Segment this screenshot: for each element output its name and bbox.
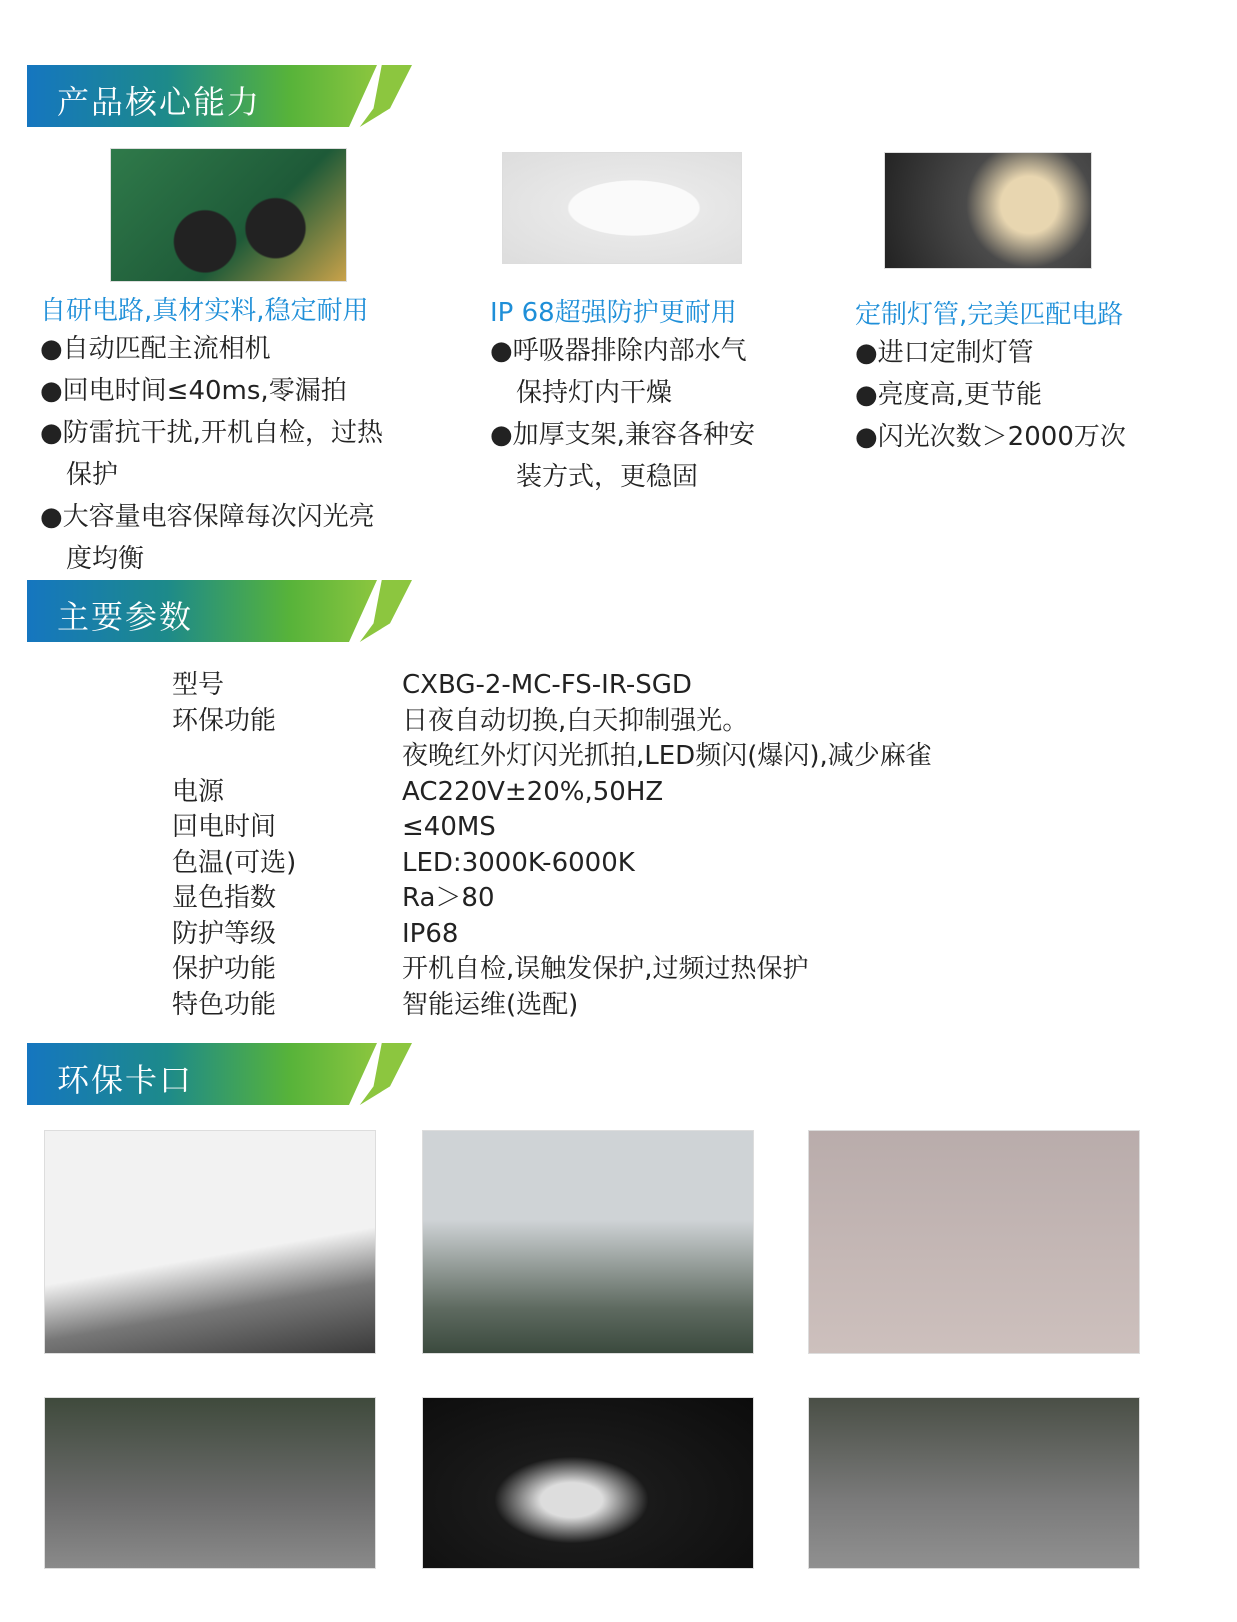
spec-row (172, 917, 932, 953)
checkpoint-photo-pole (808, 1130, 1140, 1354)
spec-row (172, 704, 932, 740)
checkpoint-photo-day (44, 1130, 376, 1354)
night-capture-photo (422, 1397, 754, 1569)
text: 度均衡 (40, 544, 145, 574)
feature-title: 定制灯管,完美匹配电路 (855, 300, 1124, 330)
section-title: 环保卡口 (57, 1061, 194, 1099)
spec-row (172, 775, 932, 811)
text: Ra＞80 (402, 883, 495, 913)
text: ●回电时间≤40ms,零漏拍 (40, 376, 347, 406)
spec-row (172, 810, 932, 846)
text: 色温(可选) (172, 847, 297, 878)
section-banner-cases (27, 1043, 412, 1105)
section-title: 产品核心能力 (57, 83, 262, 121)
spec-row (172, 881, 932, 917)
feature-title: 自研电路,真材实料,稳定耐用 (40, 296, 369, 326)
night-capture-photo (808, 1397, 1140, 1569)
text: 夜晚红外灯闪光抓拍,LED频闪(爆闪),减少麻雀 (402, 741, 932, 771)
text: 保护 (40, 460, 119, 490)
section-title: 主要参数 (57, 598, 194, 636)
feature-title: IP 68超强防护更耐用 (490, 298, 737, 328)
text: 日夜自动切换,白天抑制强光。 (402, 705, 749, 736)
checkpoint-photo-install (422, 1130, 754, 1354)
spec-row (172, 952, 932, 988)
spec-row (172, 739, 932, 775)
feature-list (490, 330, 755, 498)
text: ●自动匹配主流相机 (40, 334, 271, 364)
spec-row (172, 668, 932, 704)
section-banner-core (27, 65, 412, 127)
text: IP68 (402, 918, 459, 949)
text: CXBG-2-MC-FS-IR-SGD (402, 670, 692, 700)
text: 装方式，更稳固 (490, 462, 699, 492)
text: ●进口定制灯管 (855, 338, 1034, 368)
text: AC220V±20%,50HZ (402, 776, 664, 807)
text: 环保功能 (172, 705, 277, 736)
text: ≤40MS (402, 812, 496, 842)
text: ●加厚支架,兼容各种安 (490, 420, 755, 450)
text: ●闪光次数＞2000万次 (855, 422, 1126, 452)
text: 特色功能 (172, 989, 277, 1020)
text: ●亮度高,更节能 (855, 380, 1042, 410)
text: ●大容量电容保障每次闪光亮 (40, 502, 375, 532)
text: 智能运维(选配) (402, 989, 579, 1020)
text: 保护功能 (172, 954, 277, 984)
circuit-board-photo (110, 148, 347, 282)
text: 电源 (172, 776, 225, 807)
text: LED:3000K-6000K (402, 847, 635, 878)
text: 防护等级 (172, 918, 277, 949)
text: 保持灯内干燥 (490, 378, 673, 408)
section-banner-params (27, 580, 412, 642)
text: 开机自检,误触发保护,过频过热保护 (402, 954, 809, 984)
flash-tube-photo (884, 152, 1092, 269)
lamp-housing-photo (502, 152, 742, 264)
spec-row (172, 988, 932, 1024)
text: ●呼吸器排除内部水气 (490, 336, 747, 366)
text: ●防雷抗干扰,开机自检，过热 (40, 418, 383, 448)
feature-list (40, 328, 383, 580)
feature-list (855, 332, 1126, 458)
text: 回电时间 (172, 812, 277, 842)
night-capture-photo (44, 1397, 376, 1569)
spec-table (172, 668, 932, 1023)
text: 显色指数 (172, 883, 277, 913)
spec-row (172, 846, 932, 882)
text: 型号 (172, 670, 225, 700)
text (172, 739, 402, 775)
